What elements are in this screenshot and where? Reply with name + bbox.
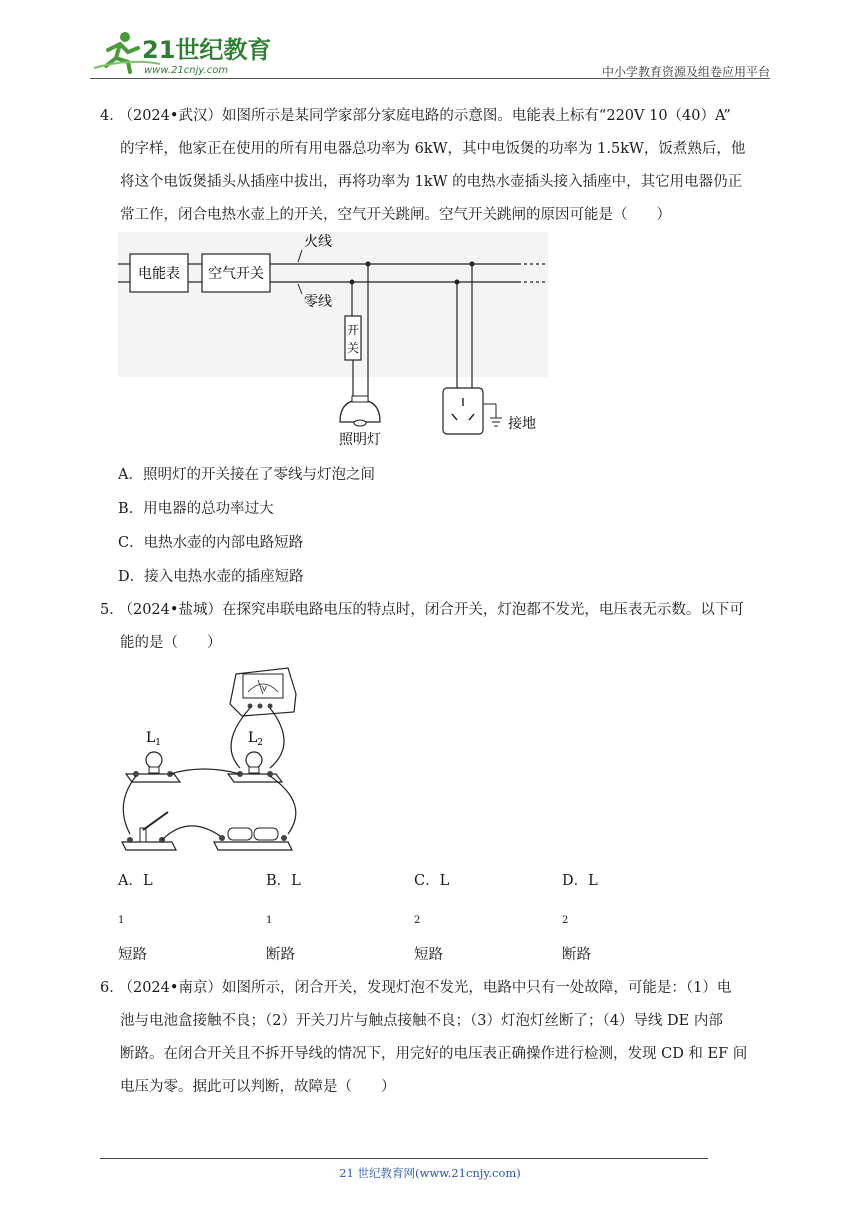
options-row xyxy=(100,864,760,972)
question-stem-line: 断路。在闭合开关且不拆开导线的情况下，用完好的电压表正确操作进行检测，发现 CD 和 EF 间 xyxy=(120,1045,748,1062)
logo-url-text: www.21cnjy.com xyxy=(144,65,229,76)
series-circuit-figure xyxy=(118,664,318,864)
option-c[interactable]: C．电热水壶的内部电路短路 xyxy=(118,535,304,551)
header-divider xyxy=(90,78,770,79)
option-d[interactable]: D．接入电热水壶的插座短路 xyxy=(118,569,304,585)
switch-label-char-2: 关 xyxy=(346,341,360,355)
option-b[interactable]: B．$L_1$断路 xyxy=(266,873,301,963)
question-stem-line: 能的是（ ） xyxy=(120,635,222,651)
logo-main-text: 21世纪教育 xyxy=(142,36,272,64)
question-stem-line: （2024•武汉）如图所示是某同学家部分家庭电路的示意图。电能表上标有“220V 10（40）A” xyxy=(125,108,731,124)
question-stem-line: 池与电池盒接触不良；（2）开关刀片与触点接触不良；（3）灯泡灯丝断了；（4）导线 DE 内部 xyxy=(120,1012,723,1029)
footer-divider xyxy=(100,1158,708,1159)
header-tagline: 中小学教育资源及组卷应用平台 xyxy=(601,65,770,79)
knife-switch-icon xyxy=(122,812,176,850)
option-a[interactable]: A．照明灯的开关接在了零线与灯泡之间 xyxy=(118,467,375,483)
lamp-label: 照明灯 xyxy=(339,432,381,448)
question-6 xyxy=(100,972,760,1104)
household-circuit-figure xyxy=(118,232,558,460)
breaker-label: 空气开关 xyxy=(208,266,264,282)
option-a[interactable]: A．$L_1$短路 xyxy=(118,873,153,963)
lamp-icon xyxy=(340,396,380,426)
bulb-l1-icon xyxy=(126,752,180,782)
option-b[interactable]: B．用电器的总功率过大 xyxy=(118,501,274,517)
question-5 xyxy=(100,594,760,972)
battery-holder-icon xyxy=(214,828,292,850)
question-number: 6． xyxy=(100,979,124,996)
question-number: 4． xyxy=(100,108,124,124)
live-wire-label: 火线 xyxy=(304,234,332,250)
question-number: 5． xyxy=(100,602,124,618)
meter-label: 电能表 xyxy=(138,266,180,282)
ground-label: 接地 xyxy=(508,416,536,432)
l1-label: $L_1$ xyxy=(146,730,162,748)
ground-icon xyxy=(483,404,502,426)
neutral-wire-label: 零线 xyxy=(304,294,332,310)
option-c[interactable]: C．$L_2$短路 xyxy=(414,873,450,963)
question-stem-line: 的字样，他家正在使用的所有用电器总功率为 6kW，其中电饭煲的功率为 1.5kW，饭煮熟后，他 xyxy=(120,141,746,157)
question-stem-line: 电压为零。据此可以判断，故障是（ ） xyxy=(120,1078,396,1095)
question-stem-line: 将这个电饭煲插头从插座中拔出，再将功率为 1kW 的电热水壶插头接入插座中，其它用电器仍正 xyxy=(120,174,743,190)
switch-label-char-1: 开 xyxy=(346,323,360,337)
page-content xyxy=(100,100,760,1104)
socket-icon xyxy=(443,388,483,434)
question-4 xyxy=(100,100,760,594)
voltmeter-icon xyxy=(230,668,296,716)
bulb-l2-icon xyxy=(228,752,282,782)
site-logo xyxy=(90,28,290,78)
question-stem-line: 常工作，闭合电热水壶上的开关，空气开关跳闸。空气开关跳闸的原因可能是（ ） xyxy=(120,207,671,223)
page-header xyxy=(90,28,770,80)
footer-text[interactable]: 21 世纪教育网(www.21cnjy.com) xyxy=(339,1166,521,1180)
option-d[interactable]: D．$L_2$断路 xyxy=(562,873,598,963)
question-stem-line: （2024•盐城）在探究串联电路电压的特点时，闭合开关，灯泡都不发光，电压表无示数。以下可 xyxy=(125,602,744,618)
voltmeter-letter: V xyxy=(262,685,267,693)
question-stem-line: （2024•南京）如图所示，闭合开关，发现灯泡不发光，电路中只有一处故障，可能是：（1）电 xyxy=(125,979,732,996)
l2-label: $L_2$ xyxy=(248,730,264,748)
